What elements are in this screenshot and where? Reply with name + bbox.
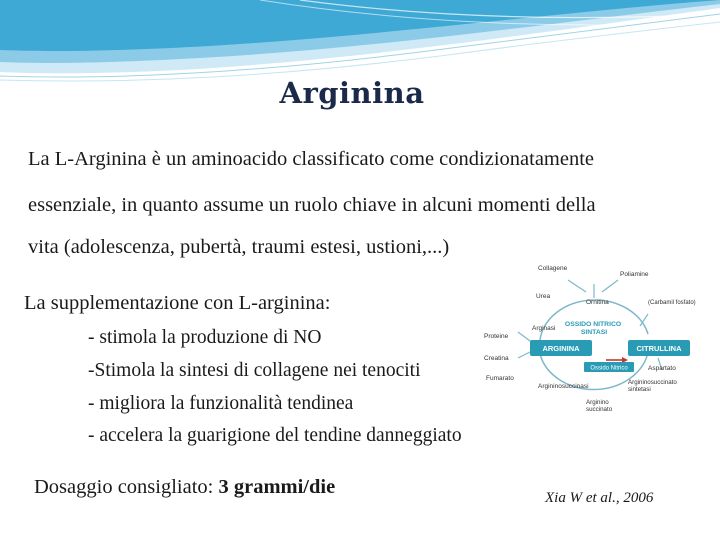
- label-ossido-nitrico-sintasi: OSSIDO NITRICO SINTASI: [564, 321, 622, 336]
- arginine-cycle-diagram: [478, 262, 710, 418]
- bullet-item: ‐ stimola la produzione di NO: [88, 327, 322, 348]
- label-carbamil: (Carbamil fosfato): [648, 300, 696, 306]
- dosage-text: [34, 476, 335, 499]
- supplement-heading: La supplementazione con L-arginina:: [24, 292, 331, 314]
- dosage-label: Dosaggio consigliato:: [34, 476, 214, 498]
- intro-line-3: vita (adolescenza, pubertà, traumi estesi, ustioni,...): [28, 236, 450, 258]
- label-citrullina: CITRULLINA: [636, 344, 682, 353]
- label-proteine: Proteine: [484, 333, 509, 340]
- bullet-item: ‐ migliora la funzionalità tendinea: [88, 393, 354, 414]
- label-ossido-nitrico: Ossido Nitrico: [590, 365, 628, 372]
- label-ornitina: Ornitina: [586, 299, 609, 306]
- label-aspartato: Aspartato: [648, 365, 676, 372]
- bullet-item: ‐ accelera la guarigione del tendine danneggiato: [88, 425, 462, 446]
- dosage-value: 3 grammi/die: [218, 476, 336, 498]
- label-poliamine: Poliamine: [620, 271, 649, 278]
- label-arginasi: Arginasi: [532, 325, 556, 332]
- intro-line-2: essenziale, in quanto assume un ruolo chiave in alcuni momenti della: [28, 194, 596, 216]
- citation: Xia W et al., 2006: [545, 490, 654, 506]
- intro-line-1: La L-Arginina è un aminoacido classificato come condizionatamente: [28, 148, 595, 170]
- label-fumarato: Fumarato: [486, 375, 514, 382]
- bullet-item: ‐Stimola la sintesi di collagene nei tenociti: [88, 360, 421, 381]
- label-collagene: Collagene: [538, 265, 568, 272]
- label-creatina: Creatina: [484, 355, 509, 362]
- label-argininosuccinato: Arginino succinato: [586, 399, 613, 413]
- label-arginina: ARGININA: [542, 344, 580, 353]
- label-urea: Urea: [536, 293, 551, 300]
- label-argininosuccinato-sintetasi: Argininosuccinato sintetasi: [628, 379, 677, 393]
- label-argininosuccinasi: Argininosuccinasi: [538, 383, 589, 390]
- page-title: Arginina: [279, 76, 425, 110]
